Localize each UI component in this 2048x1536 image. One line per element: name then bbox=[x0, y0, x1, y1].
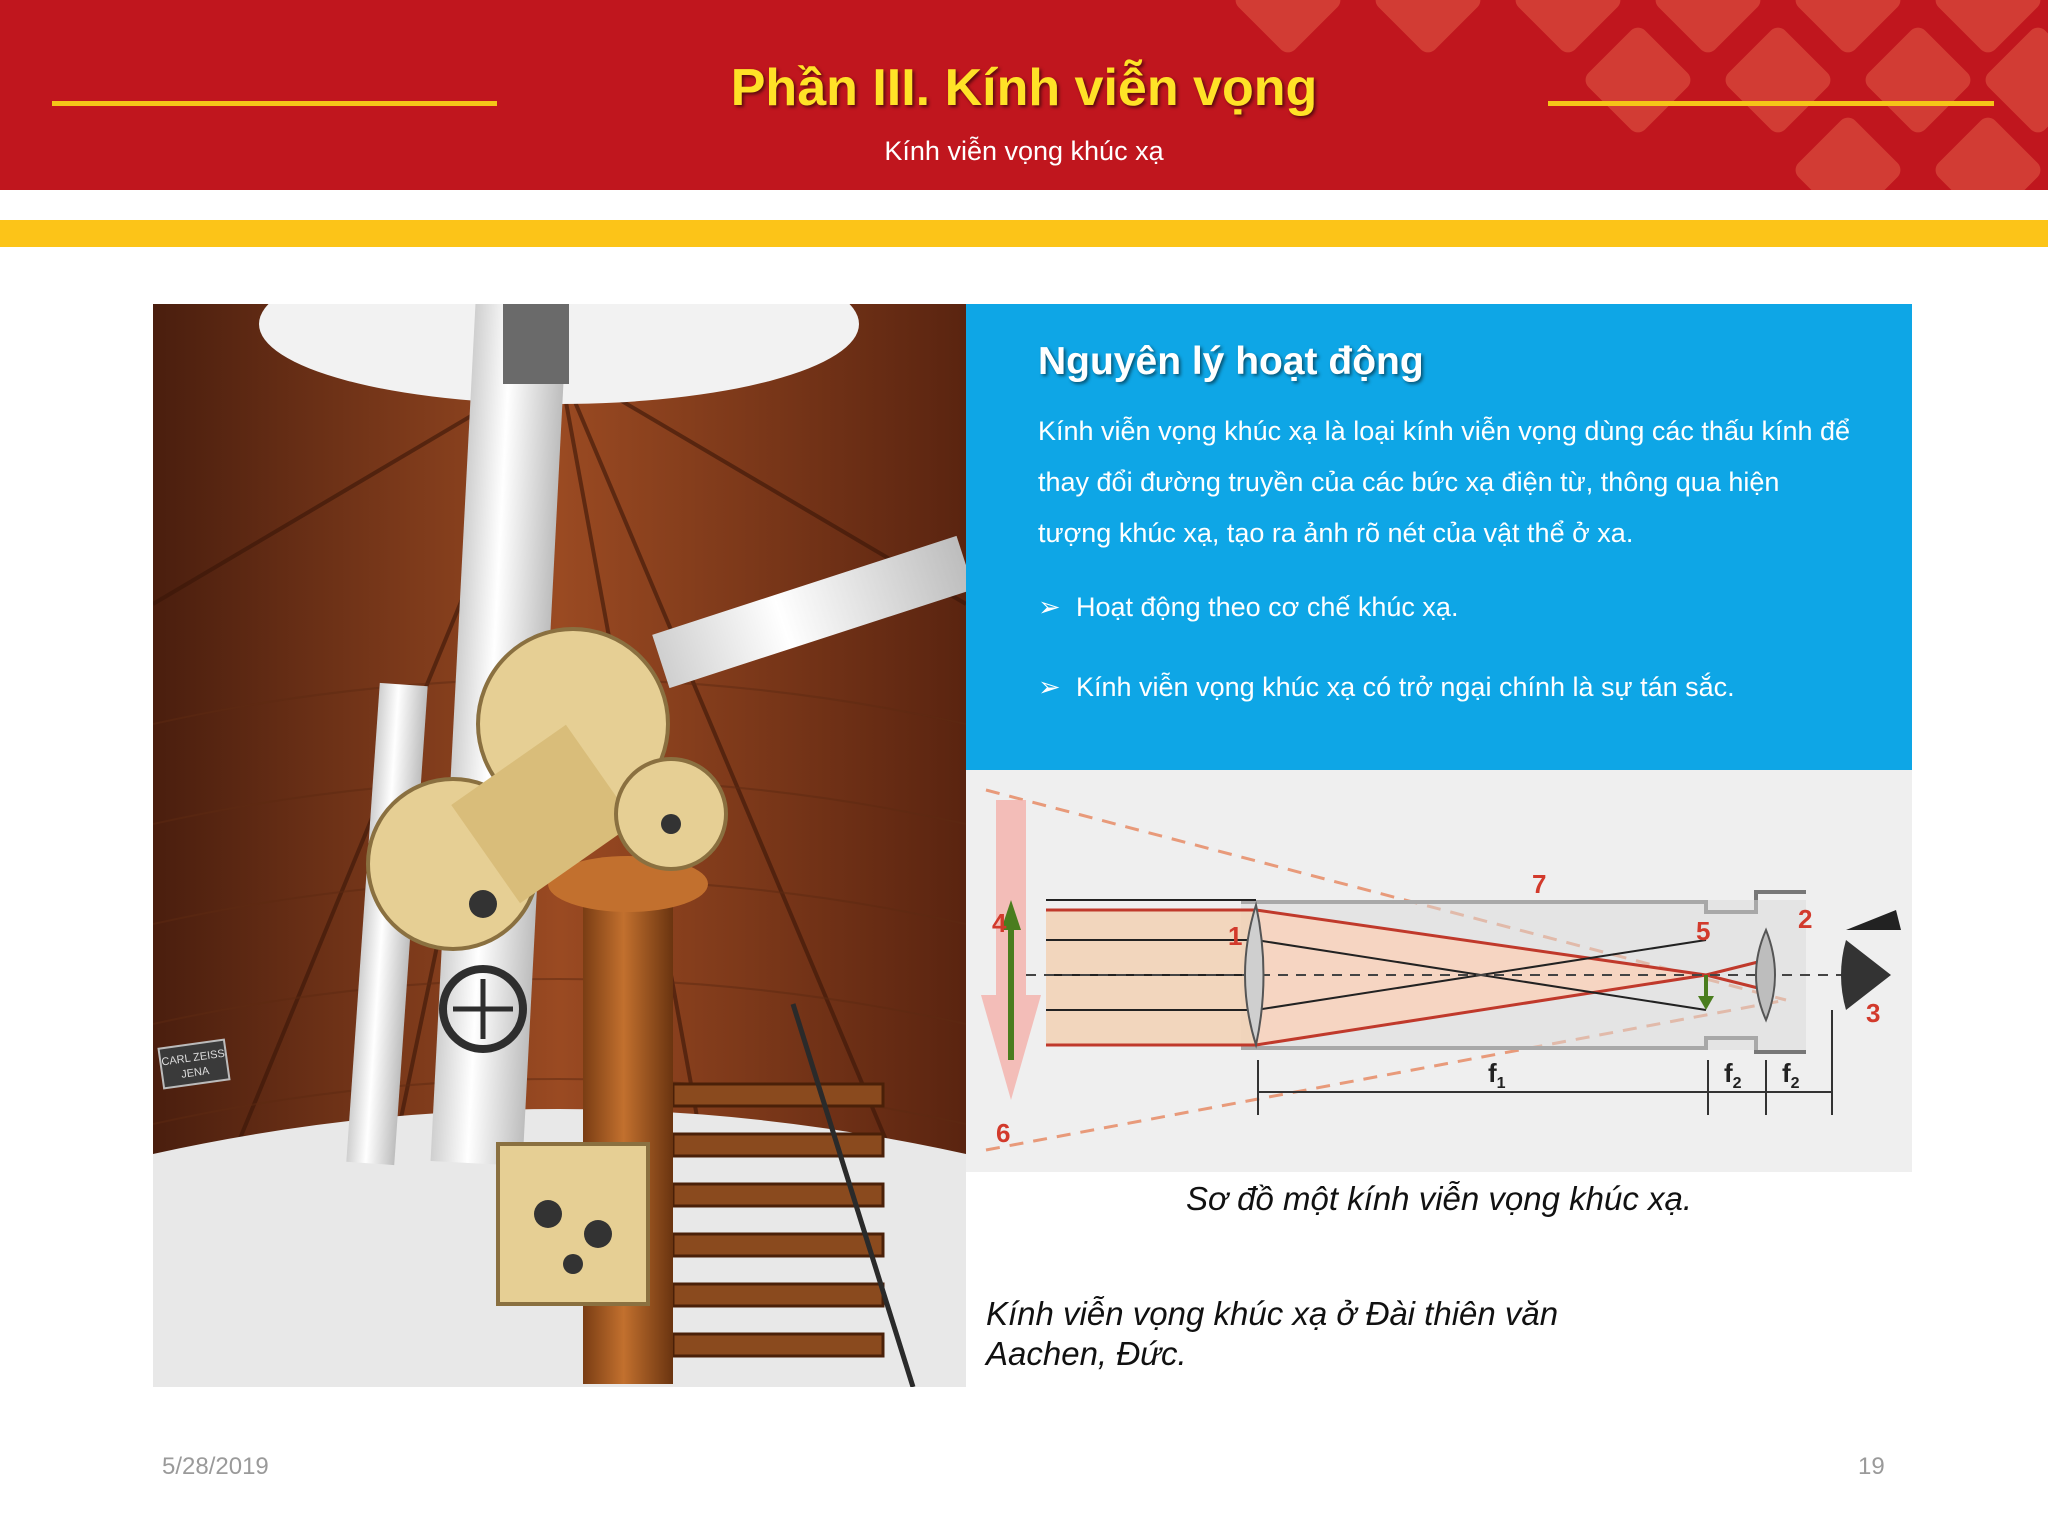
panel-paragraph: Kính viễn vọng khúc xạ là loại kính viễn vọng dùng các thấu kính để thay đổi đường truyền của các bức xạ điện từ, thông qua hiện tượng khúc xạ, tạo ra ảnh rõ nét của vật thể ở xa. bbox=[1038, 416, 1851, 548]
principle-panel bbox=[966, 304, 1912, 770]
photo-caption-line1: Kính viễn vọng khúc xạ ở Đài thiên văn bbox=[986, 1295, 1559, 1332]
f1-subscript: 1 bbox=[1496, 1075, 1506, 1092]
maker-mark-line2: JENA bbox=[180, 1065, 211, 1081]
footer-date: 5/28/2019 bbox=[162, 1453, 269, 1480]
photo-caption bbox=[986, 1294, 1686, 1374]
label-1: 1 bbox=[1228, 921, 1243, 951]
page-number: 19 bbox=[1858, 1453, 1885, 1480]
bullet-text: Kính viễn vọng khúc xạ có trở ngại chính là sự tán sắc. bbox=[1076, 672, 1735, 702]
label-6: 6 bbox=[996, 1118, 1011, 1148]
maker-mark-line1: CARL ZEISS bbox=[160, 1047, 226, 1069]
bullet-item bbox=[1038, 592, 1458, 623]
telescope-photo bbox=[153, 304, 966, 1387]
label-7: 7 bbox=[1532, 869, 1547, 899]
f2-label-b: f bbox=[1782, 1058, 1791, 1088]
f2-subscript-a: 2 bbox=[1732, 1075, 1742, 1092]
panel-heading: Nguyên lý hoạt động bbox=[1038, 340, 1424, 383]
refractor-diagram bbox=[966, 770, 1912, 1172]
label-5: 5 bbox=[1696, 916, 1711, 946]
f2-subscript-b: 2 bbox=[1790, 1075, 1800, 1092]
photo-caption-line2: Aachen, Đức. bbox=[986, 1335, 1187, 1372]
f2-label-a: f bbox=[1724, 1058, 1733, 1088]
bullet-text: Hoạt động theo cơ chế khúc xạ. bbox=[1076, 592, 1459, 622]
header-band bbox=[0, 220, 2048, 247]
slide-subtitle: Kính viễn vọng khúc xạ bbox=[884, 136, 1164, 166]
diagram-caption: Sơ đồ một kính viễn vọng khúc xạ. bbox=[1185, 1180, 1693, 1217]
slide-title: Phần III. Kính viễn vọng bbox=[730, 59, 1318, 117]
label-2: 2 bbox=[1798, 904, 1813, 934]
label-3: 3 bbox=[1866, 998, 1881, 1028]
label-4: 4 bbox=[992, 908, 1007, 938]
slide-header bbox=[0, 0, 2048, 190]
maker-plate bbox=[159, 1040, 230, 1089]
arrow-bullet-icon: ➢ bbox=[1038, 592, 1061, 622]
bullet-item bbox=[1038, 672, 1735, 703]
f1-label: f bbox=[1488, 1058, 1497, 1088]
arrow-bullet-icon: ➢ bbox=[1038, 672, 1061, 702]
